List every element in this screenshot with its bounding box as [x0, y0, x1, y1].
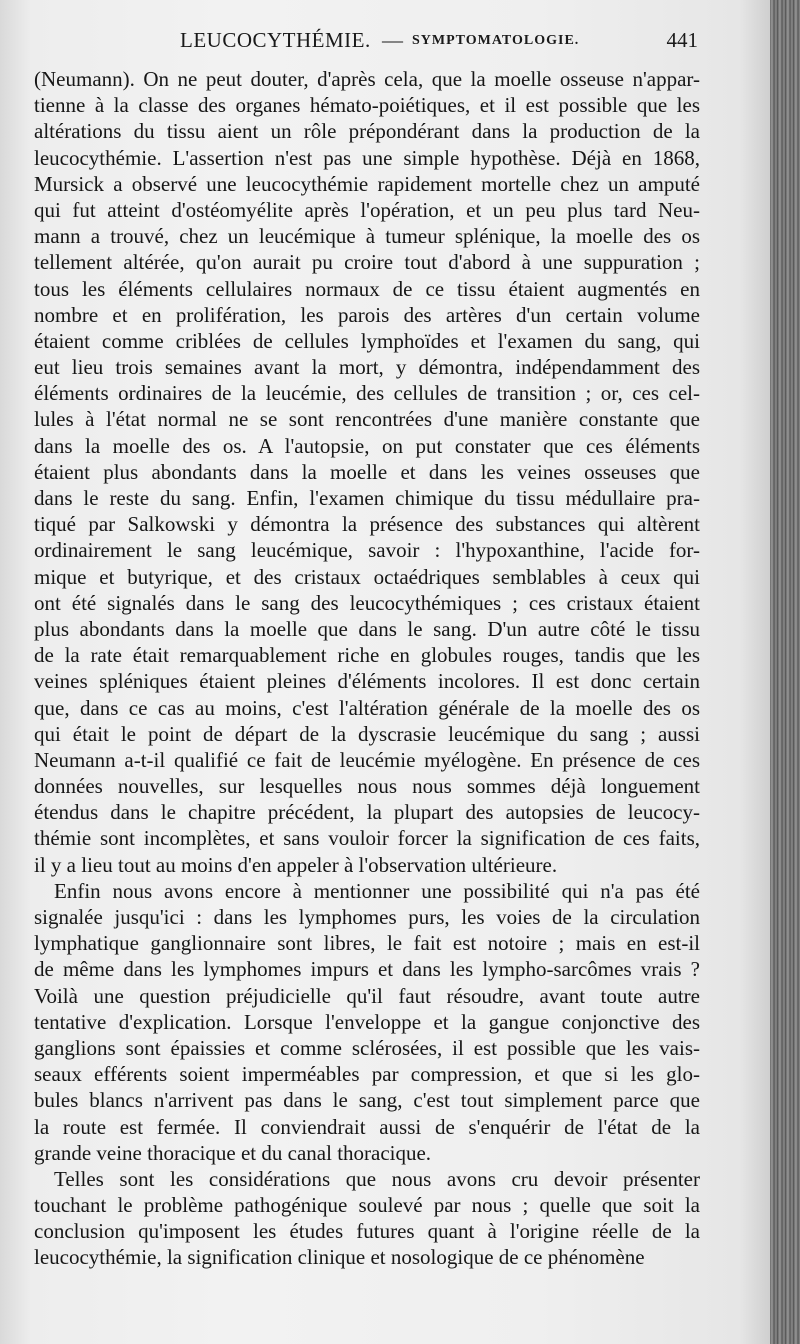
- text-line: tienne à la classe des organes hémato-poiétiques, et il est possible que les: [34, 93, 700, 118]
- section-title: SYMPTOMATOLOGIE.: [412, 33, 580, 48]
- text-line: Mursick a observé une leucocythémie rapidement mortelle chez un amputé: [34, 171, 700, 196]
- text-line: lymphatique ganglionnaire sont libres, le fait est notoire ; mais en est-il: [34, 931, 700, 956]
- text-line: étaient plus abondants dans la moelle et dans les veines osseuses que: [34, 459, 700, 484]
- text-line: étendus dans le chapitre précédent, la plupart des autopsies de leucocy-: [34, 800, 700, 825]
- text-line: dans le reste du sang. Enfin, l'examen chimique du tissu médullaire pra-: [34, 486, 700, 510]
- text-line: signalée jusqu'ici : dans les lymphomes purs, les voies de la circulation: [34, 905, 700, 929]
- text-line: bules blancs n'arrivent pas dans le sang, c'est tout simplement parce que: [34, 1088, 700, 1113]
- text-line: eut lieu trois semaines avant la mort, y démontra, indépendamment des: [34, 355, 700, 380]
- text-line: ont été signalés dans le sang des leucocythémiques ; ces cristaux étaient: [34, 590, 700, 615]
- text-line: seaux efférents soient imperméables par compression, et que si les glo-: [34, 1062, 700, 1087]
- text-line: de la rate était remarquablement riche en globules rouges, tandis que les: [34, 643, 700, 668]
- text-line: de même dans les lymphomes impurs et dans les lympho-sarcômes vrais ?: [34, 957, 700, 982]
- text-line: ordinairement le sang leucémique, savoir : l'hypoxanthine, l'acide for-: [34, 538, 700, 563]
- header-dash: —: [382, 28, 403, 52]
- text-line: leucocythémie, la signification clinique et nosologique de ce phénomène: [34, 1245, 645, 1270]
- text-line: altérations du tissu aient un rôle prépondérant dans la production de la: [34, 119, 700, 144]
- text-line: plus abondants dans la moelle que dans le sang. D'un autre côté le tissu: [34, 616, 700, 641]
- text-line: veines spléniques étaient pleines d'éléments incolores. Il est donc certain: [34, 669, 700, 694]
- running-header: [30, 28, 700, 58]
- text-line: Enfin nous avons encore à mentionner une possibilité qui n'a pas été: [54, 878, 700, 903]
- text-line: tiqué par Salkowski y démontra la présence des substances qui altèrent: [34, 512, 700, 537]
- text-line: la route est fermée. Il conviendrait aussi de s'enquérir de l'état de la: [34, 1114, 700, 1139]
- book-spine-edge: [770, 0, 800, 1344]
- text-line: Telles sont les considérations que nous avons cru devoir présenter: [54, 1166, 700, 1191]
- text-line: ganglions sont épaissies et comme sclérosées, il est possible que les vais-: [34, 1035, 700, 1060]
- body-text: [34, 66, 700, 1271]
- text-line: qui fut atteint d'ostéomyélite après l'opération, et un peu plus tard Neu-: [34, 197, 700, 222]
- text-line: leucocythémie. L'assertion n'est pas une simple hypothèse. Déjà en 1868,: [34, 145, 700, 170]
- text-line: étaient comme criblées de cellules lymphoïdes et l'examen du sang, qui: [34, 328, 700, 353]
- text-line: Voilà une question préjudicielle qu'il faut résoudre, avant toute autre: [34, 983, 700, 1008]
- text-line: il y a lieu tout au moins d'en appeler à l'observation ultérieure.: [34, 852, 558, 877]
- text-line: éléments ordinaires de la leucémie, des cellules de transition ; or, ces cel-: [34, 381, 700, 406]
- running-title: LEUCOCYTHÉMIE.: [180, 28, 371, 52]
- text-line: conclusion qu'imposent les études futures quant à l'origine réelle de la: [34, 1219, 700, 1244]
- text-line: tellement altérée, qu'on aurait pu croire tout d'abord à une suppuration ;: [34, 250, 700, 275]
- text-line: thémie sont incomplètes, et sans vouloir forcer la signification de ces faits,: [34, 826, 700, 851]
- text-line: dans la moelle des os. A l'autopsie, on put constater que ces éléments: [34, 433, 700, 458]
- text-line: mique et butyrique, et des cristaux octaédriques semblables à ceux qui: [34, 564, 700, 589]
- text-line: touchant le problème pathogénique soulevé par nous ; quelle que soit la: [34, 1193, 700, 1218]
- text-line: grande veine thoracique et du canal thoracique.: [34, 1140, 432, 1165]
- text-line: données nouvelles, sur lesquelles nous nous sommes déjà longuement: [34, 774, 700, 799]
- text-line: tous les éléments cellulaires normaux de ce tissu étaient augmentés en: [34, 276, 700, 301]
- page-number: 441: [666, 28, 698, 52]
- text-line: mann a trouvé, chez un leucémique à tumeur splénique, la moelle des os: [34, 224, 700, 249]
- text-line: que, dans ce cas au moins, c'est l'altération générale de la moelle des os: [34, 695, 700, 720]
- text-line: (Neumann). On ne peut douter, d'après cela, que la moelle osseuse n'appar-: [34, 67, 700, 91]
- text-line: nombre et en prolifération, les parois des artères d'un certain volume: [34, 302, 700, 327]
- text-line: lules à l'état normal ne se sont rencontrées d'une manière constante que: [34, 407, 700, 432]
- text-line: Neumann a-t-il qualifié ce fait de leucémie myélogène. En présence de ces: [34, 747, 700, 772]
- text-line: qui était le point de départ de la dyscrasie leucémique du sang ; aussi: [34, 721, 700, 746]
- text-line: tentative d'explication. Lorsque l'enveloppe et la gangue conjonctive des: [34, 1009, 700, 1034]
